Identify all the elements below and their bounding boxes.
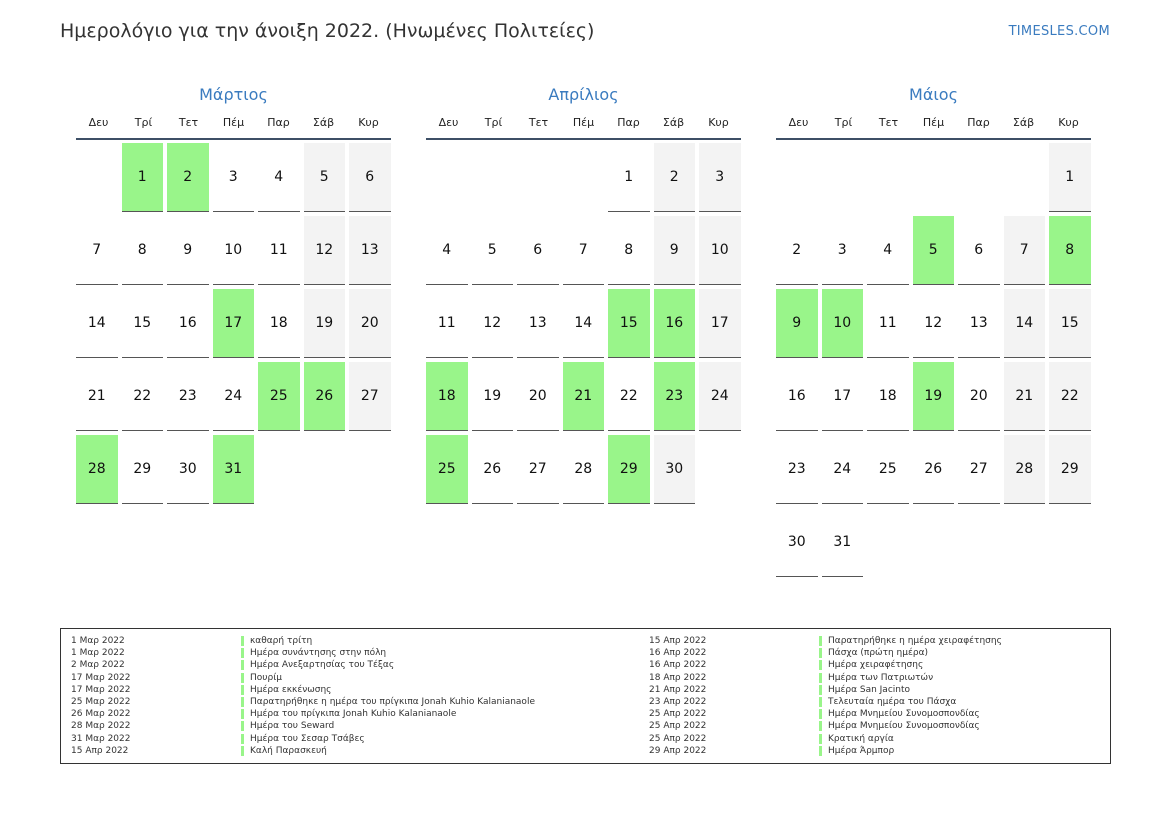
legend-holiday-name: Ημέρα των Πατριωτών — [819, 673, 933, 683]
day-cell[interactable]: 17 — [699, 289, 741, 358]
day-cell[interactable]: 15 — [1049, 289, 1091, 358]
day-cell[interactable]: 28 — [563, 435, 605, 504]
legend-date: 15 Απρ 2022 — [649, 636, 707, 647]
legend-column — [71, 635, 535, 757]
weekday-label: Τρί — [134, 116, 153, 129]
day-cell[interactable]: 10 — [213, 216, 255, 285]
day-cell[interactable]: 6 — [958, 216, 1000, 285]
legend-date: 1 Μαρ 2022 — [71, 636, 125, 647]
month-march — [76, 84, 391, 504]
legend-date: 23 Απρ 2022 — [649, 697, 707, 708]
weekday-label: Τετ — [878, 116, 899, 129]
weekday-label: Κυρ — [358, 116, 379, 129]
day-cell[interactable]: 7 — [76, 216, 118, 285]
legend-holiday-name: Ημέρα Μνημείου Συνομοσπονδίας — [819, 721, 980, 731]
legend-column — [649, 635, 1002, 757]
day-cell[interactable]: 26 — [304, 362, 346, 431]
legend-date: 16 Απρ 2022 — [649, 648, 707, 659]
day-cell[interactable]: 4 — [258, 143, 300, 212]
day-cell[interactable]: 24 — [699, 362, 741, 431]
day-cell[interactable]: 22 — [608, 362, 650, 431]
legend-holiday-name: Ημέρα Άρμπορ — [819, 746, 894, 756]
legend-row — [71, 635, 535, 647]
day-cell[interactable]: 26 — [472, 435, 514, 504]
day-cell[interactable]: 21 — [563, 362, 605, 431]
site-link[interactable]: TIMESLES.COM — [1008, 24, 1110, 39]
day-cell[interactable]: 30 — [654, 435, 696, 504]
legend-date: 31 Μαρ 2022 — [71, 733, 131, 744]
day-cell[interactable]: 16 — [654, 289, 696, 358]
weekday-label: Τρί — [834, 116, 853, 129]
month-grid — [426, 143, 741, 504]
month-name: Μάιος — [909, 85, 958, 104]
page-title: Ημερολόγιο για την άνοιξη 2022. (Ηνωμένες Πολιτείες) — [60, 20, 595, 42]
weekday-label: Κυρ — [708, 116, 729, 129]
day-cell[interactable]: 30 — [167, 435, 209, 504]
holiday-legend — [60, 628, 1111, 764]
weekday-label: Παρ — [267, 116, 290, 129]
legend-date: 15 Απρ 2022 — [71, 745, 129, 756]
weekday-label: Πέμ — [222, 116, 245, 129]
legend-row — [649, 720, 1002, 732]
day-cell-empty — [517, 143, 559, 212]
day-cell[interactable]: 21 — [76, 362, 118, 431]
day-cell[interactable]: 6 — [517, 216, 559, 285]
legend-row — [71, 672, 535, 684]
day-cell[interactable]: 31 — [822, 508, 864, 577]
legend-row — [71, 647, 535, 659]
legend-date: 29 Απρ 2022 — [649, 745, 707, 756]
day-cell[interactable]: 3 — [213, 143, 255, 212]
day-cell[interactable]: 10 — [699, 216, 741, 285]
weekday-label: Σάβ — [1012, 116, 1035, 129]
legend-holiday-name: Παρατηρήθηκε η ημέρα του πρίγκιπα Jonah Kuhio Kalanianaole — [241, 697, 535, 707]
legend-row — [649, 684, 1002, 696]
day-cell[interactable]: 3 — [822, 216, 864, 285]
month-grid — [776, 143, 1091, 577]
day-cell[interactable]: 22 — [122, 362, 164, 431]
legend-row — [649, 745, 1002, 757]
day-cell[interactable]: 8 — [608, 216, 650, 285]
day-cell[interactable]: 15 — [608, 289, 650, 358]
day-cell[interactable]: 13 — [958, 289, 1000, 358]
day-cell[interactable]: 18 — [867, 362, 909, 431]
day-cell[interactable]: 25 — [426, 435, 468, 504]
legend-row — [649, 647, 1002, 659]
day-cell[interactable]: 18 — [258, 289, 300, 358]
legend-date: 2 Μαρ 2022 — [71, 660, 125, 671]
day-cell[interactable]: 5 — [913, 216, 955, 285]
day-cell[interactable]: 12 — [472, 289, 514, 358]
legend-holiday-name: Ημέρα του Σεσαρ Τσάβες — [241, 734, 365, 744]
day-cell[interactable]: 29 — [608, 435, 650, 504]
day-cell-empty — [867, 143, 909, 212]
legend-holiday-name: Πάσχα (πρώτη ημέρα) — [819, 648, 928, 658]
day-cell[interactable]: 13 — [349, 216, 391, 285]
day-cell[interactable]: 7 — [563, 216, 605, 285]
weekday-label: Σάβ — [662, 116, 685, 129]
legend-holiday-name: καθαρή τρίτη — [241, 636, 312, 646]
legend-row — [71, 708, 535, 720]
weekday-label: Δευ — [88, 116, 109, 129]
day-cell-empty — [776, 143, 818, 212]
day-cell[interactable]: 17 — [822, 362, 864, 431]
legend-holiday-name: Ημέρα Μνημείου Συνομοσπονδίας — [819, 709, 980, 719]
weekday-label: Σάβ — [312, 116, 335, 129]
day-cell-empty — [913, 143, 955, 212]
legend-holiday-name: Πουρίμ — [241, 673, 282, 683]
legend-date: 25 Μαρ 2022 — [71, 697, 131, 708]
day-cell[interactable]: 20 — [517, 362, 559, 431]
legend-row — [71, 684, 535, 696]
day-cell[interactable]: 5 — [472, 216, 514, 285]
legend-date: 17 Μαρ 2022 — [71, 684, 131, 695]
weekday-label: Δευ — [438, 116, 459, 129]
month-may — [776, 84, 1091, 577]
day-cell-empty — [76, 143, 118, 212]
day-cell[interactable]: 4 — [426, 216, 468, 285]
day-cell-empty — [563, 143, 605, 212]
day-cell[interactable]: 12 — [304, 216, 346, 285]
weekday-label: Τετ — [178, 116, 199, 129]
day-cell[interactable]: 15 — [122, 289, 164, 358]
month-name: Απρίλιος — [548, 85, 619, 104]
day-cell[interactable]: 17 — [213, 289, 255, 358]
legend-date: 25 Απρ 2022 — [649, 709, 707, 720]
legend-row — [649, 635, 1002, 647]
day-cell[interactable]: 24 — [822, 435, 864, 504]
day-cell-empty — [958, 143, 1000, 212]
day-cell[interactable]: 20 — [958, 362, 1000, 431]
legend-row — [649, 696, 1002, 708]
day-cell[interactable]: 4 — [867, 216, 909, 285]
day-cell[interactable]: 3 — [699, 143, 741, 212]
day-cell-empty — [1004, 143, 1046, 212]
day-cell[interactable]: 19 — [472, 362, 514, 431]
day-cell[interactable]: 16 — [776, 362, 818, 431]
weekday-header — [76, 114, 391, 140]
legend-date: 21 Απρ 2022 — [649, 684, 707, 695]
legend-holiday-name: Καλή Παρασκευή — [241, 746, 327, 756]
day-cell[interactable]: 9 — [654, 216, 696, 285]
legend-row — [71, 720, 535, 732]
day-cell[interactable]: 14 — [76, 289, 118, 358]
day-cell[interactable]: 19 — [913, 362, 955, 431]
day-cell[interactable]: 2 — [776, 216, 818, 285]
weekday-label: Παρ — [617, 116, 640, 129]
day-cell[interactable]: 27 — [349, 362, 391, 431]
day-cell[interactable]: 25 — [258, 362, 300, 431]
legend-row — [649, 733, 1002, 745]
day-cell[interactable]: 2 — [654, 143, 696, 212]
weekday-header — [776, 114, 1091, 140]
day-cell[interactable]: 9 — [167, 216, 209, 285]
day-cell[interactable]: 6 — [349, 143, 391, 212]
day-cell[interactable]: 21 — [1004, 362, 1046, 431]
weekday-label: Κυρ — [1058, 116, 1079, 129]
legend-holiday-name: Τελευταία ημέρα του Πάσχα — [819, 697, 956, 707]
legend-row — [71, 659, 535, 671]
day-cell[interactable]: 23 — [776, 435, 818, 504]
legend-row — [71, 733, 535, 745]
legend-date: 18 Απρ 2022 — [649, 672, 707, 683]
day-cell[interactable]: 10 — [822, 289, 864, 358]
day-cell[interactable]: 31 — [213, 435, 255, 504]
legend-holiday-name: Ημέρα Ανεξαρτησίας του Τέξας — [241, 660, 394, 670]
day-cell[interactable]: 8 — [1049, 216, 1091, 285]
day-cell[interactable]: 29 — [1049, 435, 1091, 504]
day-cell[interactable]: 8 — [122, 216, 164, 285]
weekday-label: Παρ — [967, 116, 990, 129]
weekday-label: Δευ — [788, 116, 809, 129]
day-cell[interactable]: 28 — [1004, 435, 1046, 504]
day-cell-empty — [426, 143, 468, 212]
legend-date: 16 Απρ 2022 — [649, 660, 707, 671]
legend-row — [71, 696, 535, 708]
day-cell[interactable]: 7 — [1004, 216, 1046, 285]
day-cell[interactable]: 13 — [517, 289, 559, 358]
day-cell[interactable]: 1 — [1049, 143, 1091, 212]
day-cell[interactable]: 9 — [776, 289, 818, 358]
legend-date: 26 Μαρ 2022 — [71, 709, 131, 720]
day-cell[interactable]: 27 — [958, 435, 1000, 504]
legend-date: 17 Μαρ 2022 — [71, 672, 131, 683]
month-grid — [76, 143, 391, 504]
legend-holiday-name: Ημέρα του πρίγκιπα Jonah Kuhio Kalanianaole — [241, 709, 456, 719]
day-cell[interactable]: 29 — [122, 435, 164, 504]
legend-row — [649, 672, 1002, 684]
day-cell[interactable]: 30 — [776, 508, 818, 577]
legend-row — [71, 745, 535, 757]
day-cell[interactable]: 1 — [122, 143, 164, 212]
day-cell[interactable]: 25 — [867, 435, 909, 504]
weekday-label: Τετ — [528, 116, 549, 129]
month-name: Μάρτιος — [199, 85, 268, 104]
legend-holiday-name: Ημέρα San Jacinto — [819, 685, 910, 695]
legend-holiday-name: Ημέρα χειραφέτησης — [819, 660, 923, 670]
legend-date: 1 Μαρ 2022 — [71, 648, 125, 659]
day-cell[interactable]: 27 — [517, 435, 559, 504]
day-cell[interactable]: 23 — [654, 362, 696, 431]
legend-row — [649, 708, 1002, 720]
day-cell[interactable]: 1 — [608, 143, 650, 212]
day-cell[interactable]: 11 — [867, 289, 909, 358]
day-cell[interactable]: 24 — [213, 362, 255, 431]
day-cell[interactable]: 11 — [426, 289, 468, 358]
day-cell[interactable]: 26 — [913, 435, 955, 504]
legend-holiday-name: Ημέρα εκκένωσης — [241, 685, 331, 695]
day-cell[interactable]: 11 — [258, 216, 300, 285]
day-cell[interactable]: 12 — [913, 289, 955, 358]
day-cell[interactable]: 20 — [349, 289, 391, 358]
month-april — [426, 84, 741, 504]
legend-date: 25 Απρ 2022 — [649, 721, 707, 732]
legend-date: 25 Απρ 2022 — [649, 733, 707, 744]
weekday-label: Τρί — [484, 116, 503, 129]
legend-date: 28 Μαρ 2022 — [71, 721, 131, 732]
day-cell[interactable]: 19 — [304, 289, 346, 358]
day-cell[interactable]: 28 — [76, 435, 118, 504]
day-cell[interactable]: 14 — [1004, 289, 1046, 358]
legend-row — [649, 659, 1002, 671]
day-cell[interactable]: 23 — [167, 362, 209, 431]
weekday-label: Πέμ — [922, 116, 945, 129]
weekday-header — [426, 114, 741, 140]
day-cell[interactable]: 2 — [167, 143, 209, 212]
day-cell[interactable]: 16 — [167, 289, 209, 358]
day-cell-empty — [822, 143, 864, 212]
day-cell[interactable]: 14 — [563, 289, 605, 358]
legend-holiday-name: Ημέρα συνάντησης στην πόλη — [241, 648, 386, 658]
day-cell[interactable]: 22 — [1049, 362, 1091, 431]
day-cell[interactable]: 5 — [304, 143, 346, 212]
day-cell-empty — [472, 143, 514, 212]
legend-holiday-name: Παρατηρήθηκε η ημέρα χειραφέτησης — [819, 636, 1002, 646]
day-cell[interactable]: 18 — [426, 362, 468, 431]
legend-holiday-name: Κρατική αργία — [819, 734, 894, 744]
weekday-label: Πέμ — [572, 116, 595, 129]
legend-holiday-name: Ημέρα του Seward — [241, 721, 334, 731]
